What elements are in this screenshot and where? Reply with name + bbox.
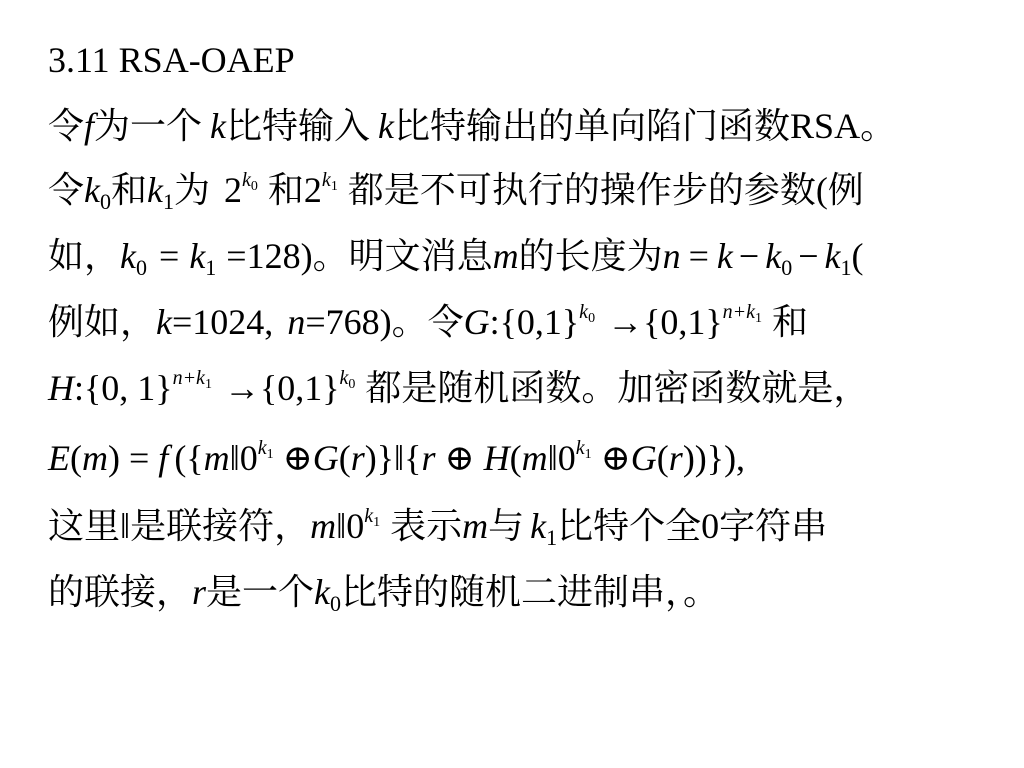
text: =128)。明文消息 <box>226 236 493 276</box>
subscript: 0 <box>330 591 342 616</box>
title-text: 3.11 RSA-OAEP <box>48 40 295 80</box>
text: 与 <box>488 506 525 546</box>
text: )}‖{ <box>364 438 422 478</box>
text: 为一个 <box>94 106 203 146</box>
superscript <box>364 505 381 530</box>
sup-k: k <box>257 437 267 459</box>
text: ( <box>70 438 82 478</box>
math-G: G <box>312 438 339 478</box>
text: ({ <box>174 438 204 478</box>
math-H: H <box>48 368 74 408</box>
text: − <box>798 236 819 276</box>
superscript <box>172 367 212 392</box>
text: ‖0 <box>547 438 576 478</box>
text: 都是随机函数。加密函数就是， <box>365 368 870 408</box>
text: ⊕ <box>273 438 313 478</box>
text: 为 <box>174 170 211 210</box>
sup-k: k <box>242 169 251 191</box>
subscript: 0 <box>100 189 111 214</box>
subscript: 0 <box>136 255 147 280</box>
sup-sub: 1 <box>584 447 592 462</box>
text: ( <box>509 438 522 478</box>
math-m: m <box>462 506 489 546</box>
paragraph-line-2 <box>48 168 864 212</box>
text: 的长度为 <box>518 236 663 276</box>
text: 令 <box>48 106 85 146</box>
text: ))}), <box>682 438 746 478</box>
paragraph-line-8 <box>48 570 719 614</box>
text: 比特输入 <box>226 106 371 146</box>
superscript <box>339 367 356 392</box>
math-m: m <box>82 438 108 478</box>
math-r: r <box>350 438 365 478</box>
math-f: f <box>158 438 169 478</box>
superscript <box>321 169 338 194</box>
paragraph-line-4 <box>48 300 808 344</box>
text: 比特的随机二进制串，。 <box>341 572 720 612</box>
sup-sub: 0 <box>588 311 596 326</box>
text: ‖0 <box>229 438 258 478</box>
subscript: 1 <box>546 525 558 550</box>
text: − <box>738 236 760 276</box>
math-G: G <box>463 302 490 342</box>
math-k: k <box>210 106 227 146</box>
superscript <box>257 437 274 462</box>
superscript <box>242 169 258 194</box>
math-k: k <box>378 106 395 146</box>
sup-nk: n+k <box>722 301 755 323</box>
math-k: k <box>716 236 733 276</box>
sup-k: k <box>321 169 331 191</box>
subscript: 1 <box>163 189 174 214</box>
text: →{0,1} <box>223 368 340 408</box>
math-k: k <box>189 236 206 276</box>
sup-sub: 1 <box>204 377 212 392</box>
text: 表示 <box>390 506 463 546</box>
sup-sub: 1 <box>755 311 762 326</box>
paragraph-line-7 <box>48 504 827 548</box>
math-k: k <box>120 236 136 276</box>
text: 比特输出的单向陷门函数RSA。 <box>394 106 897 146</box>
math-n: n <box>287 302 306 342</box>
text: = <box>159 236 180 276</box>
text: ( <box>338 438 351 478</box>
math-E: E <box>48 438 70 478</box>
text: 令 <box>48 170 85 210</box>
text: 和 <box>772 302 809 342</box>
subscript: 1 <box>840 255 852 280</box>
math-r: r <box>192 572 207 612</box>
sup-k: k <box>575 437 585 459</box>
text: 2 <box>224 170 243 210</box>
text: 例如， <box>48 302 157 342</box>
text: ⊕ <box>591 438 631 478</box>
sup-k: k <box>339 367 349 389</box>
sup-sub: 1 <box>266 447 274 462</box>
math-H: H <box>483 438 510 478</box>
sup-sub: 0 <box>348 377 356 392</box>
text: 的联接， <box>48 572 193 612</box>
text: :{0,1} <box>489 302 580 342</box>
paragraph-line-3 <box>48 234 864 278</box>
sup-sub: 0 <box>250 179 258 194</box>
math-k: k <box>530 506 547 546</box>
text: :{0, 1} <box>74 368 173 408</box>
text: ( <box>656 438 669 478</box>
text: 都是不可执行的操作步的参数(例 <box>347 170 864 210</box>
math-r: r <box>421 438 436 478</box>
math-k: k <box>765 236 782 276</box>
sup-sub: 1 <box>373 515 381 530</box>
paragraph-line-6 <box>48 436 745 480</box>
sup-nk: n+k <box>172 367 205 389</box>
subscript: 1 <box>205 255 217 280</box>
text: 比特个全0字符串 <box>557 506 828 546</box>
math-n: n <box>662 236 681 276</box>
text: =768)。令 <box>305 302 464 342</box>
sup-k: k <box>579 301 589 323</box>
text: 和 <box>111 170 148 210</box>
math-k: k <box>147 170 163 210</box>
text: →{0,1} <box>607 302 723 342</box>
math-m: m <box>521 438 548 478</box>
math-k: k <box>824 236 841 276</box>
text: 是一个 <box>206 572 315 612</box>
text: = <box>688 236 709 276</box>
superscript <box>575 437 592 462</box>
text: ) = <box>108 438 159 478</box>
paragraph-line-5 <box>48 366 869 410</box>
math-f: f <box>84 106 95 146</box>
text: =1024, <box>172 302 274 342</box>
math-m: m <box>492 236 519 276</box>
text: ( <box>851 236 864 276</box>
text: 如， <box>48 236 121 276</box>
text: ‖0 <box>336 506 365 546</box>
math-r: r <box>668 438 683 478</box>
paragraph-line-1 <box>48 104 896 148</box>
math-m: m <box>310 506 337 546</box>
slide-title <box>48 38 295 82</box>
math-G: G <box>630 438 657 478</box>
math-k: k <box>84 170 100 210</box>
text: 这里‖是联接符， <box>48 506 311 546</box>
subscript: 0 <box>781 255 793 280</box>
sup-sub: 1 <box>330 179 338 194</box>
text: 和2 <box>267 170 322 210</box>
text: ⊕ <box>435 438 484 478</box>
math-m: m <box>203 438 230 478</box>
sup-k: k <box>364 505 374 527</box>
math-k: k <box>314 572 331 612</box>
math-k: k <box>156 302 172 342</box>
superscript <box>579 301 596 326</box>
superscript <box>722 301 762 326</box>
